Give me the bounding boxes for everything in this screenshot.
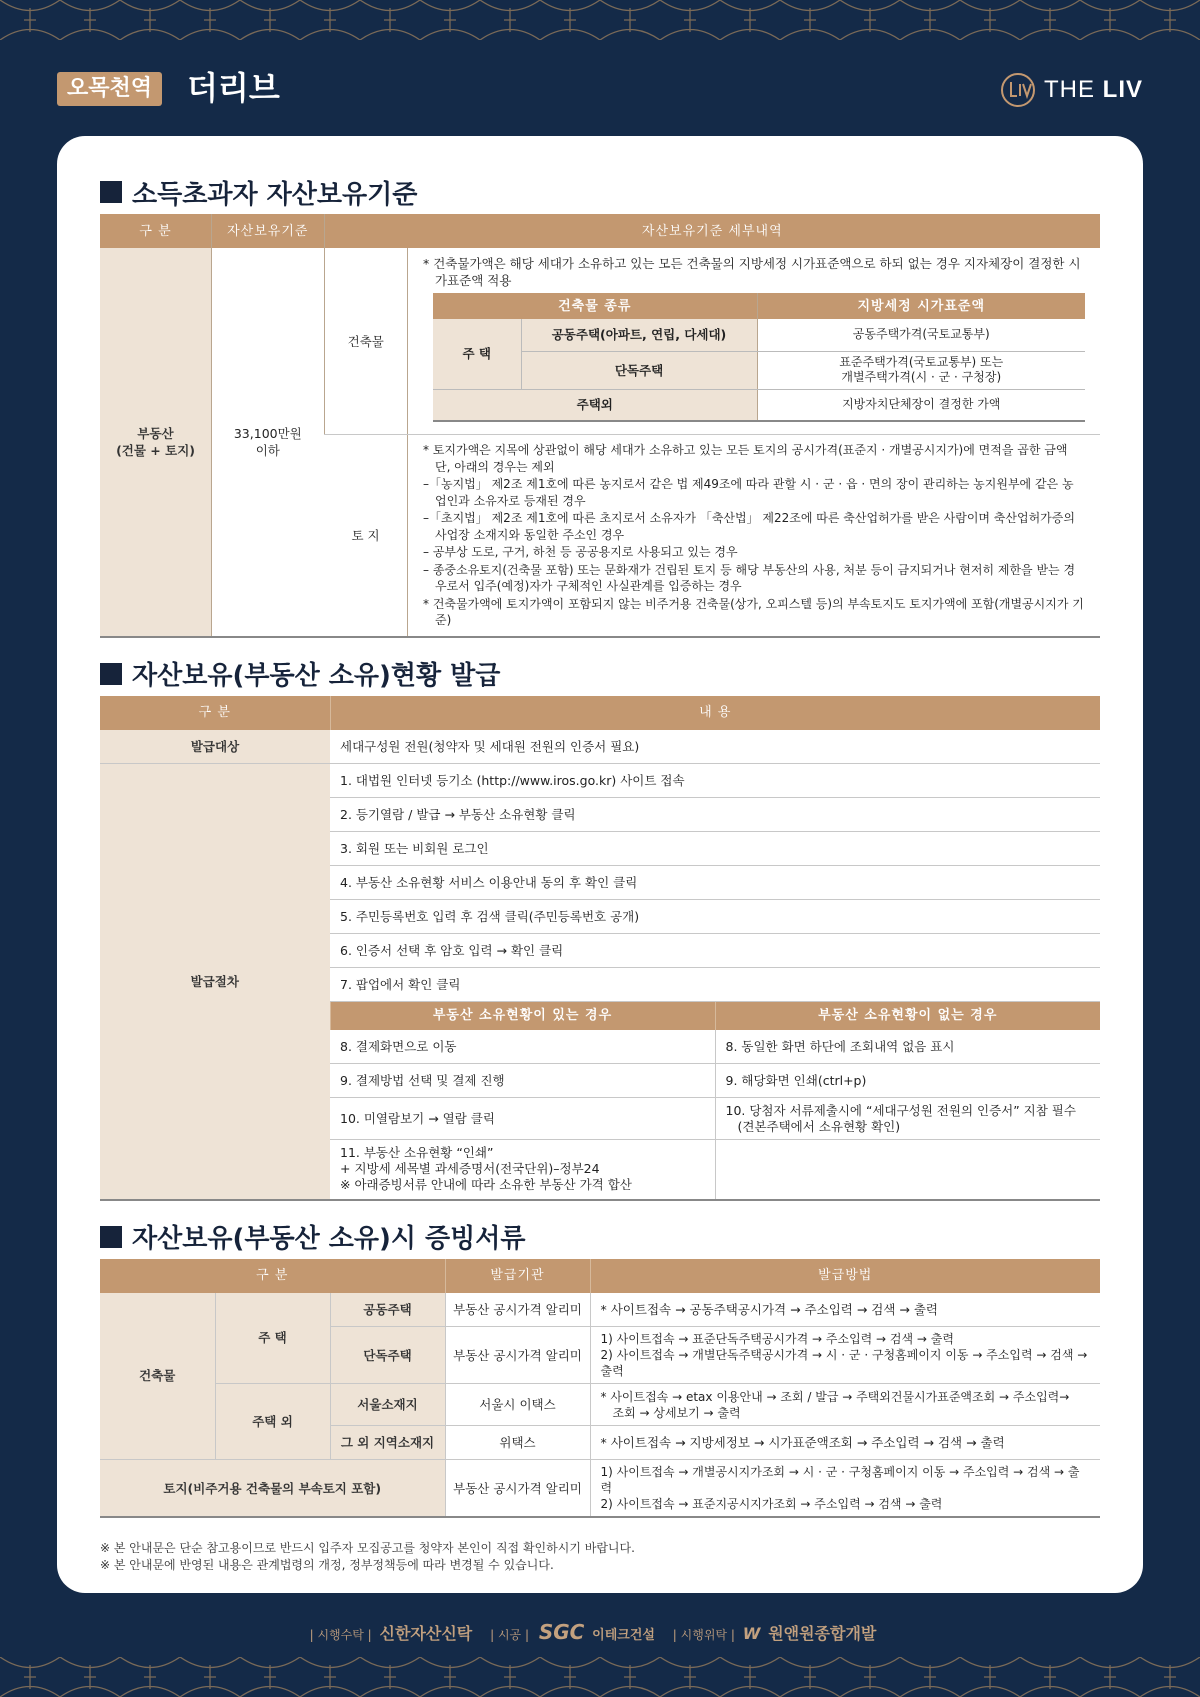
inner-row	[433, 319, 1085, 351]
building-value: 표준주택가격(국토교통부) 또는 개별주택가격(시 · 군 · 구청장)	[757, 351, 1085, 389]
table-header-row	[100, 696, 1100, 730]
doc-org: 부동산 공시가격 알리미	[445, 1460, 590, 1518]
bottom-decorative-pattern	[0, 1657, 1200, 1697]
target-value: 세대구성원 전원(청약자 및 세대원 전원의 인증서 필요)	[330, 730, 1100, 764]
table-header-row	[100, 214, 1100, 248]
step-without-ownership: 8. 동일한 화면 하단에 조회내역 없음 표시	[715, 1030, 1100, 1064]
step-item: 5. 주민등록번호 입력 후 검색 클릭(주민등록번호 공개)	[330, 900, 1100, 934]
step-item: 7. 팝업에서 확인 클릭	[330, 968, 1100, 1002]
housing-category: 주 택	[215, 1293, 330, 1384]
table-header: 구 분	[100, 1259, 445, 1293]
trust-label: | 시행수탁 |	[309, 1628, 372, 1642]
developer-company: 원앤원종합개발	[768, 1624, 877, 1643]
housing-label: 주 택	[433, 319, 521, 389]
footnotes	[100, 1540, 1100, 1574]
land-category: 토지(비주거용 건축물의 부속토지 포함)	[100, 1460, 445, 1518]
inner-header: 지방세정 시가표준액	[757, 293, 1085, 319]
doc-method: 1) 사이트접속 → 개별공시지가조회 → 시 · 군 · 구청홈페이지 이동 → 주소입력 → 검색 → 출력 2) 사이트접속 → 표준지공시지가조회 → 주소입력 → 검색 → 출력	[590, 1460, 1100, 1518]
inner-row	[433, 351, 1085, 389]
land-label: 토 지	[324, 435, 407, 637]
step-with-ownership: 8. 결제화면으로 이동	[330, 1030, 715, 1064]
doc-type: 서울소재지	[330, 1384, 445, 1426]
footnote-line: ※ 본 안내문은 단순 참고용이므로 반드시 입주자 모집공고를 청약자 본인이 직접 확인하시기 바랍니다.	[100, 1541, 635, 1555]
doc-method: 1) 사이트접속 → 표준단독주택공시가격 → 주소입력 → 검색 → 출력 2) 사이트접속 → 개별단독주택공시가격 → 시 · 군 · 구청홈페이지 이동 → 주소입력 → 검색 → 출력	[590, 1327, 1100, 1384]
step-without-ownership	[715, 1140, 1100, 1200]
doc-type: 공동주택	[330, 1293, 445, 1327]
land-note: * 토지가액은 지목에 상관없이 해당 세대가 소유하고 있는 모든 토지의 공시가격(표준지 · 개별공시지가)에 면적을 곱한 금액 단, 아래의 경우는 제외	[423, 443, 1068, 474]
inner-row	[433, 389, 1085, 421]
footnote-line: ※ 본 안내문에 반영된 내용은 관계법령의 개정, 정부정책등에 따라 변경될 수 있습니다.	[100, 1558, 554, 1572]
step-item: 6. 인증서 선택 후 암호 입력 → 확인 클릭	[330, 934, 1100, 968]
step-item: 4. 부동산 소유현황 서비스 이용안내 동의 후 확인 클릭	[330, 866, 1100, 900]
square-bullet-icon	[100, 663, 122, 685]
land-note: – 종중소유토지(건축물 포함) 또는 문화재가 건립된 토지 등 해당 부동산의 사용, 처분 등이 금지되거나 현저히 제한을 받는 경우로서 입주(예정)자가 구체적인 사실관계를 입증하는 경우	[423, 562, 1076, 593]
building-category: 건축물	[100, 1293, 215, 1460]
land-note: –「농지법」 제2조 제1호에 따른 농지로서 같은 법 제49조에 따라 관할 시 · 군 · 읍 · 면의 장이 관리하는 농지원부에 같은 농업인과 소유자로 등재된 경우	[423, 477, 1074, 508]
table-row	[100, 1460, 1100, 1518]
table-row	[100, 1293, 1100, 1327]
doc-org: 위택스	[445, 1426, 590, 1460]
page-header	[57, 68, 1143, 112]
doc-method: * 사이트접속 → etax 이용안내 → 조회 / 발급 → 주택외건물시가표준액조회 → 주소입력→ 조회 → 상세보기 → 출력	[590, 1384, 1100, 1426]
target-label: 발급대상	[100, 730, 330, 764]
doc-org: 서울시 이택스	[445, 1384, 590, 1426]
content-card	[57, 136, 1143, 1593]
pattern-lines	[0, 1657, 1200, 1697]
w-logo-icon: W	[742, 1624, 761, 1643]
criterion-cell: 33,100만원 이하	[212, 248, 325, 637]
land-detail	[408, 435, 1101, 637]
building-type-table	[433, 293, 1085, 422]
brand-name: THE LIV	[1043, 76, 1143, 103]
land-note: * 건축물가액에 토지가액이 포함되지 않는 비주거용 건축물(상가, 오피스텔 등)의 부속토지도 토지가액에 포함(개별공시지가 기준)	[423, 596, 1084, 627]
sgc-logo: SGC	[538, 1620, 585, 1644]
section-title-asset-criteria: 소득초과자 자산보유기준	[100, 174, 1100, 210]
theliv-emblem-icon	[1000, 72, 1036, 108]
step-without-ownership: 9. 해당화면 인쇄(ctrl+p)	[715, 1064, 1100, 1098]
building-detail	[408, 248, 1101, 435]
inner-header: 건축물 종류	[433, 293, 757, 319]
square-bullet-icon	[100, 181, 122, 203]
step-item: 2. 등기열람 / 발급 → 부동산 소유현황 클릭	[330, 798, 1100, 832]
pattern-lines	[0, 0, 1200, 40]
table-row	[100, 764, 1100, 798]
section-title-ownership-issuance: 자산보유(부동산 소유)현황 발급	[100, 656, 1100, 692]
doc-method: * 사이트접속 → 공동주택공시가격 → 주소입력 → 검색 → 출력	[590, 1293, 1100, 1327]
trust-company: 신한자산신탁	[379, 1624, 473, 1643]
table-header-row	[100, 1259, 1100, 1293]
top-decorative-pattern	[0, 0, 1200, 40]
project-title: 더리브	[187, 69, 280, 107]
land-note: – 공부상 도로, 구거, 하천 등 공공용지로 사용되고 있는 경우	[423, 545, 738, 559]
table-row	[100, 248, 1100, 435]
table-header: 발급기관	[445, 1259, 590, 1293]
brand-logo	[1000, 72, 1143, 108]
table-header: 내 용	[330, 696, 1100, 730]
doc-method: * 사이트접속 → 지방세정보 → 시가표준액조회 → 주소입력 → 검색 → 출력	[590, 1426, 1100, 1460]
doc-type: 그 외 지역소재지	[330, 1426, 445, 1460]
table-row	[100, 730, 1100, 764]
table-header: 구 분	[100, 696, 330, 730]
building-value: 공동주택가격(국토교통부)	[757, 319, 1085, 351]
square-bullet-icon	[100, 1226, 122, 1248]
building-value: 지방자치단체장이 결정한 가액	[757, 389, 1085, 421]
proof-documents-table	[100, 1259, 1100, 1519]
developer-label: | 시행위탁 |	[672, 1628, 735, 1642]
split-header: 부동산 소유현황이 있는 경우	[330, 1002, 715, 1030]
step-without-ownership: 10. 당첨자 서류제출시에 “세대구성원 전원의 인증서” 지참 필수 (견본주택에서 소유현황 확인)	[715, 1098, 1100, 1140]
page-footer	[0, 1620, 1200, 1644]
step-item: 3. 회원 또는 비회원 로그인	[330, 832, 1100, 866]
building-label: 건축물	[324, 248, 407, 435]
table-header: 발급방법	[590, 1259, 1100, 1293]
location-tag: 오목천역	[57, 72, 162, 106]
doc-org: 부동산 공시가격 알리미	[445, 1327, 590, 1384]
land-note: –「초지법」 제2조 제1호에 따른 초지로서 소유자가 「축산법」 제22조에 따른 축산업허가를 받은 사람이며 축산업허가증의 사업장 소재지와 동일한 주소인 경우	[423, 511, 1075, 542]
split-header: 부동산 소유현황이 없는 경우	[715, 1002, 1100, 1030]
doc-org: 부동산 공시가격 알리미	[445, 1293, 590, 1327]
ownership-issuance-table	[100, 696, 1100, 1201]
category-cell: 부동산 (건물 + 토지)	[100, 248, 212, 637]
builder-company: 이테크건설	[592, 1628, 655, 1643]
section-title-proof-documents: 자산보유(부동산 소유)시 증빙서류	[100, 1219, 1100, 1255]
step-item: 1. 대법원 인터넷 등기소 (http://www.iros.go.kr) 사이트 접속	[330, 764, 1100, 798]
process-label: 발급절차	[100, 764, 330, 1200]
doc-type: 단독주택	[330, 1327, 445, 1384]
asset-criteria-table	[100, 214, 1100, 638]
building-type: 주택외	[433, 389, 757, 421]
table-row	[100, 1384, 1100, 1426]
step-with-ownership: 11. 부동산 소유현황 “인쇄” + 지방세 세목별 과세증명서(전국단위)–정부24 ※ 아래증빙서류 안내에 따라 소유한 부동산 가격 합산	[330, 1140, 715, 1200]
table-header: 자산보유기준	[212, 214, 325, 248]
builder-label: | 시공 |	[490, 1628, 529, 1642]
table-header: 자산보유기준 세부내역	[324, 214, 1100, 248]
table-header: 구 분	[100, 214, 212, 248]
building-type: 단독주택	[521, 351, 757, 389]
step-with-ownership: 10. 미열람보기 → 열람 클릭	[330, 1098, 715, 1140]
step-with-ownership: 9. 결제방법 선택 및 결제 진행	[330, 1064, 715, 1098]
building-note: * 건축물가액은 해당 세대가 소유하고 있는 모든 건축물의 지방세정 시가표준액으로 하되 없는 경우 지자체장이 결정한 시가표준액 적용	[423, 256, 1081, 288]
non-housing-category: 주택 외	[215, 1384, 330, 1460]
building-type: 공동주택(아파트, 연립, 다세대)	[521, 319, 757, 351]
